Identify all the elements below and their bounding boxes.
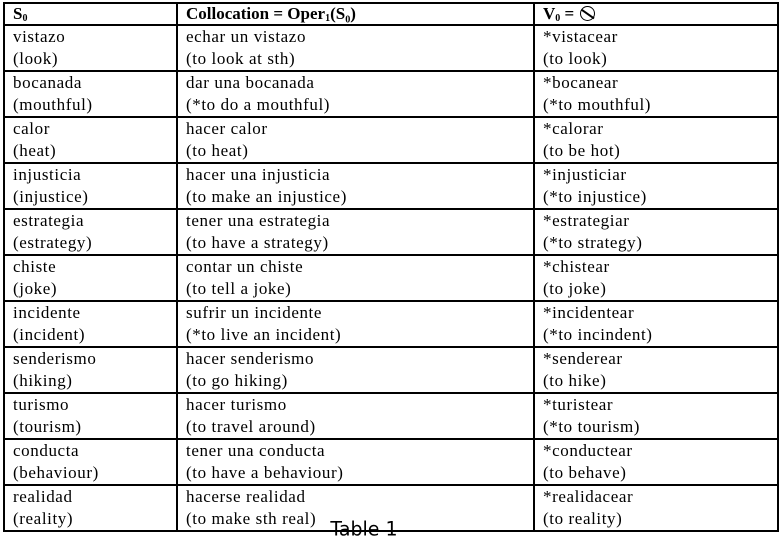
collocation-cell-term: hacer turismo	[186, 395, 287, 414]
table-row	[4, 347, 778, 393]
noun-cell-term: incidente	[13, 303, 81, 322]
noun-cell	[4, 25, 177, 71]
collocation-cell	[177, 71, 534, 117]
verb-cell-term: *conductear	[543, 441, 633, 460]
collocation-cell	[177, 255, 534, 301]
verb-cell	[534, 393, 778, 439]
header-collocation: Collocation = Oper$_1$(S₀)	[177, 3, 534, 25]
verb-cell	[534, 439, 778, 485]
noun-cell	[4, 163, 177, 209]
collocation-cell	[177, 25, 534, 71]
verb-cell-gloss: (*to tourism)	[543, 417, 641, 436]
collocation-cell-gloss: (to heat)	[186, 141, 249, 160]
verb-cell	[534, 347, 778, 393]
noun-cell	[4, 393, 177, 439]
verb-cell	[534, 163, 778, 209]
verb-cell	[534, 301, 778, 347]
noun-cell-gloss: (hiking)	[13, 371, 73, 390]
empty-set-icon	[580, 6, 595, 21]
collocation-cell-gloss: (to travel around)	[186, 417, 316, 436]
verb-cell-gloss: (*to injustice)	[543, 187, 647, 206]
collocation-cell-term: dar una bocanada	[186, 73, 315, 92]
table-row	[4, 439, 778, 485]
verb-cell-gloss: (*to incindent)	[543, 325, 653, 344]
noun-cell-term: vistazo	[13, 27, 66, 46]
noun-cell	[4, 209, 177, 255]
verb-cell-term: *chistear	[543, 257, 610, 276]
verb-cell-term: *calorar	[543, 119, 604, 138]
collocation-table-container	[3, 2, 777, 532]
verb-cell-gloss: (to hike)	[543, 371, 607, 390]
collocation-table	[3, 2, 779, 532]
noun-cell	[4, 117, 177, 163]
noun-cell-term: chiste	[13, 257, 57, 276]
collocation-cell-gloss: (to look at sth)	[186, 49, 296, 68]
collocation-cell	[177, 209, 534, 255]
table-caption: Table 1	[330, 517, 398, 541]
noun-cell	[4, 439, 177, 485]
collocation-cell-term: tener una conducta	[186, 441, 326, 460]
verb-cell-gloss: (to behave)	[543, 463, 627, 482]
verb-cell-gloss: (to be hot)	[543, 141, 621, 160]
verb-cell-gloss: (*to strategy)	[543, 233, 643, 252]
collocation-cell-gloss: (*to live an incident)	[186, 325, 342, 344]
table-row	[4, 25, 778, 71]
verb-cell-gloss: (to joke)	[543, 279, 607, 298]
noun-cell-gloss: (behaviour)	[13, 463, 99, 482]
verb-cell	[534, 255, 778, 301]
collocation-cell-term: hacerse realidad	[186, 487, 306, 506]
collocation-cell-gloss: (to have a strategy)	[186, 233, 329, 252]
header-verb: $V_0$ =	[534, 3, 778, 25]
collocation-cell-term: contar un chiste	[186, 257, 304, 276]
noun-cell	[4, 347, 177, 393]
collocation-cell	[177, 163, 534, 209]
table-row	[4, 163, 778, 209]
table-body	[4, 25, 778, 531]
noun-cell	[4, 301, 177, 347]
verb-cell-gloss: (to reality)	[543, 509, 623, 528]
collocation-cell	[177, 301, 534, 347]
noun-cell-term: turismo	[13, 395, 70, 414]
table-row	[4, 301, 778, 347]
collocation-cell	[177, 393, 534, 439]
collocation-cell	[177, 347, 534, 393]
verb-cell-gloss: (to look)	[543, 49, 608, 68]
collocation-cell-term: sufrir un incidente	[186, 303, 323, 322]
collocation-cell-term: echar un vistazo	[186, 27, 307, 46]
collocation-cell-term: hacer calor	[186, 119, 268, 138]
collocation-cell-term: tener una estrategia	[186, 211, 331, 230]
collocation-cell-gloss: (*to do a mouthful)	[186, 95, 331, 114]
collocation-cell-term: hacer senderismo	[186, 349, 315, 368]
table-row	[4, 209, 778, 255]
noun-cell-term: bocanada	[13, 73, 82, 92]
verb-cell-term: *incidentear	[543, 303, 635, 322]
noun-cell-term: estrategia	[13, 211, 85, 230]
noun-cell-term: realidad	[13, 487, 73, 506]
noun-cell-gloss: (mouthful)	[13, 95, 93, 114]
noun-cell-term: calor	[13, 119, 50, 138]
collocation-cell-gloss: (to tell a joke)	[186, 279, 292, 298]
table-row	[4, 71, 778, 117]
table-row	[4, 393, 778, 439]
noun-cell	[4, 255, 177, 301]
verb-cell	[534, 117, 778, 163]
collocation-cell-term: hacer una injusticia	[186, 165, 331, 184]
noun-cell-gloss: (reality)	[13, 509, 74, 528]
verb-cell-term: *estrategiar	[543, 211, 630, 230]
collocation-cell-gloss: (to make sth real)	[186, 509, 317, 528]
noun-cell-term: senderismo	[13, 349, 97, 368]
noun-cell-gloss: (incident)	[13, 325, 86, 344]
verb-cell	[534, 71, 778, 117]
table-row	[4, 117, 778, 163]
noun-cell-term: injusticia	[13, 165, 82, 184]
verb-cell-term: *realidacear	[543, 487, 634, 506]
noun-cell-gloss: (joke)	[13, 279, 58, 298]
verb-cell-term: *turistear	[543, 395, 614, 414]
noun-cell-term: conducta	[13, 441, 80, 460]
collocation-cell	[177, 439, 534, 485]
verb-cell	[534, 25, 778, 71]
collocation-cell-gloss: (to make an injustice)	[186, 187, 347, 206]
header-row	[4, 3, 778, 25]
verb-cell-term: *senderear	[543, 349, 623, 368]
verb-cell-term: *vistacear	[543, 27, 618, 46]
noun-cell	[4, 71, 177, 117]
verb-cell-term: *bocanear	[543, 73, 619, 92]
noun-cell-gloss: (heat)	[13, 141, 57, 160]
verb-cell-gloss: (*to mouthful)	[543, 95, 652, 114]
header-noun: $S_0$	[4, 3, 177, 25]
collocation-cell-gloss: (to go hiking)	[186, 371, 288, 390]
table-row	[4, 255, 778, 301]
collocation-cell	[177, 117, 534, 163]
noun-cell-gloss: (tourism)	[13, 417, 82, 436]
noun-cell-gloss: (look)	[13, 49, 59, 68]
verb-cell	[534, 209, 778, 255]
noun-cell-gloss: (estrategy)	[13, 233, 93, 252]
verb-cell-term: *injusticiar	[543, 165, 627, 184]
noun-cell-gloss: (injustice)	[13, 187, 89, 206]
collocation-cell-gloss: (to have a behaviour)	[186, 463, 344, 482]
table-header	[4, 3, 778, 25]
